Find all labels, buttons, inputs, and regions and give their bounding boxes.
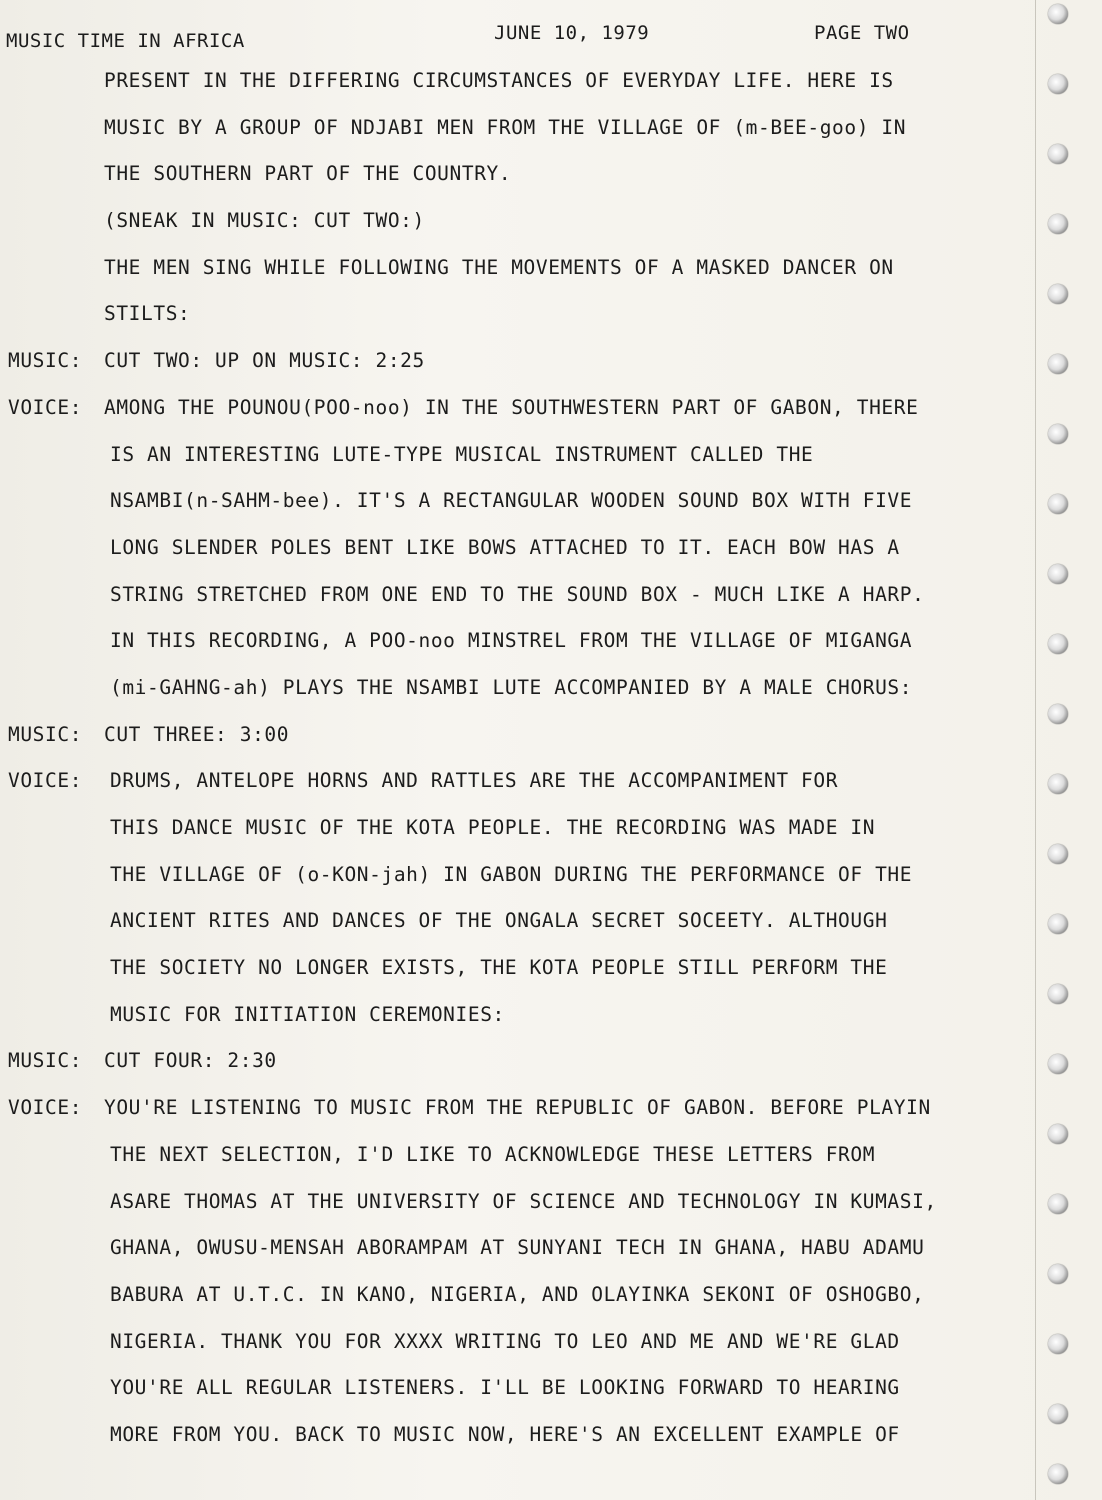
- speaker-label: VOICE:: [8, 395, 83, 419]
- tractor-feed-holes: [1048, 0, 1074, 1500]
- line-text: IS AN INTERESTING LUTE-TYPE MUSICAL INSTRUMENT CALLED THE: [110, 442, 814, 466]
- script-line: [0, 1187, 1040, 1234]
- line-text: LONG SLENDER POLES BENT LIKE BOWS ATTACHED TO IT. EACH BOW HAS A: [110, 535, 900, 559]
- line-text: STRING STRETCHED FROM ONE END TO THE SOUND BOX - MUCH LIKE A HARP.: [110, 582, 925, 606]
- speaker-label: MUSIC:: [8, 349, 83, 373]
- line-text: CUT THREE: 3:00: [104, 722, 290, 746]
- punch-hole-icon: [1048, 4, 1068, 24]
- speaker-label: VOICE:: [8, 1096, 83, 1120]
- line-text: (mi-GAHNG-ah) PLAYS THE NSAMBI LUTE ACCOMPANIED BY A MALE CHORUS:: [110, 675, 913, 699]
- punch-hole-icon: [1048, 1334, 1068, 1354]
- script-line: [0, 440, 1040, 487]
- speaker-label: MUSIC:: [8, 722, 83, 746]
- line-text: ASARE THOMAS AT THE UNIVERSITY OF SCIENCE AND TECHNOLOGY IN KUMASI,: [110, 1189, 937, 1213]
- line-text: YOU'RE ALL REGULAR LISTENERS. I'LL BE LOOKING FORWARD TO HEARING: [110, 1376, 900, 1400]
- line-text: YOU'RE LISTENING TO MUSIC FROM THE REPUBLIC OF GABON. BEFORE PLAYIN: [104, 1096, 931, 1120]
- punch-hole-icon: [1048, 704, 1068, 724]
- script-line: [0, 1140, 1040, 1187]
- page-header: [0, 22, 1000, 52]
- punch-hole-icon: [1048, 1464, 1068, 1484]
- line-text: MUSIC BY A GROUP OF NDJABI MEN FROM THE VILLAGE OF (m-BEE-goo) IN: [104, 115, 907, 139]
- punch-hole-icon: [1048, 564, 1068, 584]
- script-line: [0, 1046, 1040, 1093]
- script-line: [0, 906, 1040, 953]
- script-line: [0, 1000, 1040, 1047]
- punch-hole-icon: [1048, 634, 1068, 654]
- punch-hole-icon: [1048, 494, 1068, 514]
- punch-hole-icon: [1048, 144, 1068, 164]
- script-line: [0, 299, 1040, 346]
- script-line: [0, 113, 1040, 160]
- line-text: MUSIC FOR INITIATION CEREMONIES:: [110, 1002, 505, 1026]
- tractor-feed-perforation: [1035, 0, 1036, 1500]
- punch-hole-icon: [1048, 1194, 1068, 1214]
- line-text: THE VILLAGE OF (o-KON-jah) IN GABON DURING THE PERFORMANCE OF THE: [110, 862, 913, 886]
- script-line: [0, 486, 1040, 533]
- script-line: [0, 860, 1040, 907]
- line-text: DRUMS, ANTELOPE HORNS AND RATTLES ARE THE ACCOMPANIMENT FOR: [110, 769, 839, 793]
- line-text: THE SOCIETY NO LONGER EXISTS, THE KOTA PEOPLE STILL PERFORM THE: [110, 956, 888, 980]
- script-line: [0, 1420, 1040, 1467]
- punch-hole-icon: [1048, 844, 1068, 864]
- line-text: NIGERIA. THANK YOU FOR XXXX WRITING TO LEO AND ME AND WE'RE GLAD: [110, 1329, 900, 1353]
- line-text: ANCIENT RITES AND DANCES OF THE ONGALA SECRET SOCEETY. ALTHOUGH: [110, 909, 888, 933]
- script-line: [0, 66, 1040, 113]
- script-line: [0, 159, 1040, 206]
- script-line: [0, 533, 1040, 580]
- script-line: [0, 580, 1040, 627]
- script-line: [0, 626, 1040, 673]
- script-body: [0, 66, 1040, 1467]
- punch-hole-icon: [1048, 284, 1068, 304]
- punch-hole-icon: [1048, 74, 1068, 94]
- line-text: GHANA, OWUSU-MENSAH ABORAMPAM AT SUNYANI TECH IN GHANA, HABU ADAMU: [110, 1236, 925, 1260]
- script-line: [0, 1373, 1040, 1420]
- line-text: PRESENT IN THE DIFFERING CIRCUMSTANCES OF EVERYDAY LIFE. HERE IS: [104, 69, 894, 92]
- punch-hole-icon: [1048, 1404, 1068, 1424]
- line-text: THE MEN SING WHILE FOLLOWING THE MOVEMENTS OF A MASKED DANCER ON: [104, 255, 894, 279]
- punch-hole-icon: [1048, 984, 1068, 1004]
- speaker-label: VOICE:: [8, 769, 83, 793]
- punch-hole-icon: [1048, 214, 1068, 234]
- line-text: CUT TWO: UP ON MUSIC: 2:25: [104, 349, 425, 373]
- punch-hole-icon: [1048, 1054, 1068, 1074]
- script-line: [0, 1233, 1040, 1280]
- program-title: MUSIC TIME IN AFRICA: [6, 30, 245, 52]
- script-line: [0, 1327, 1040, 1374]
- line-text: NSAMBI(n-SAHM-bee). IT'S A RECTANGULAR WOODEN SOUND BOX WITH FIVE: [110, 489, 913, 513]
- punch-hole-icon: [1048, 1124, 1068, 1144]
- script-line: [0, 813, 1040, 860]
- script-line: [0, 766, 1040, 813]
- script-line: [0, 346, 1040, 393]
- script-line: [0, 1093, 1040, 1140]
- punch-hole-icon: [1048, 774, 1068, 794]
- script-line: [0, 393, 1040, 440]
- speaker-label: MUSIC:: [8, 1049, 83, 1073]
- script-line: [0, 673, 1040, 720]
- script-line: [0, 253, 1040, 300]
- script-line: [0, 1280, 1040, 1327]
- broadcast-date: JUNE 10, 1979: [494, 22, 650, 44]
- line-text: MORE FROM YOU. BACK TO MUSIC NOW, HERE'S AN EXCELLENT EXAMPLE OF: [110, 1422, 900, 1446]
- line-text: THE SOUTHERN PART OF THE COUNTRY.: [104, 162, 512, 186]
- script-line: [0, 720, 1040, 767]
- punch-hole-icon: [1048, 424, 1068, 444]
- punch-hole-icon: [1048, 354, 1068, 374]
- page-number: PAGE TWO: [814, 22, 910, 44]
- line-text: STILTS:: [104, 302, 191, 326]
- line-text: AMONG THE POUNOU(POO-noo) IN THE SOUTHWESTERN PART OF GABON, THERE: [104, 395, 919, 419]
- line-text: IN THIS RECORDING, A POO-noo MINSTREL FROM THE VILLAGE OF MIGANGA: [110, 629, 913, 653]
- line-text: THE NEXT SELECTION, I'D LIKE TO ACKNOWLEDGE THESE LETTERS FROM: [110, 1142, 876, 1166]
- line-text: CUT FOUR: 2:30: [104, 1049, 277, 1073]
- punch-hole-icon: [1048, 1264, 1068, 1284]
- line-text: BABURA AT U.T.C. IN KANO, NIGERIA, AND OLAYINKA SEKONI OF OSHOGBO,: [110, 1282, 925, 1306]
- script-line: [0, 953, 1040, 1000]
- punch-hole-icon: [1048, 914, 1068, 934]
- line-text: (SNEAK IN MUSIC: CUT TWO:): [104, 209, 425, 233]
- line-text: THIS DANCE MUSIC OF THE KOTA PEOPLE. THE RECORDING WAS MADE IN: [110, 816, 876, 839]
- script-line: [0, 206, 1040, 253]
